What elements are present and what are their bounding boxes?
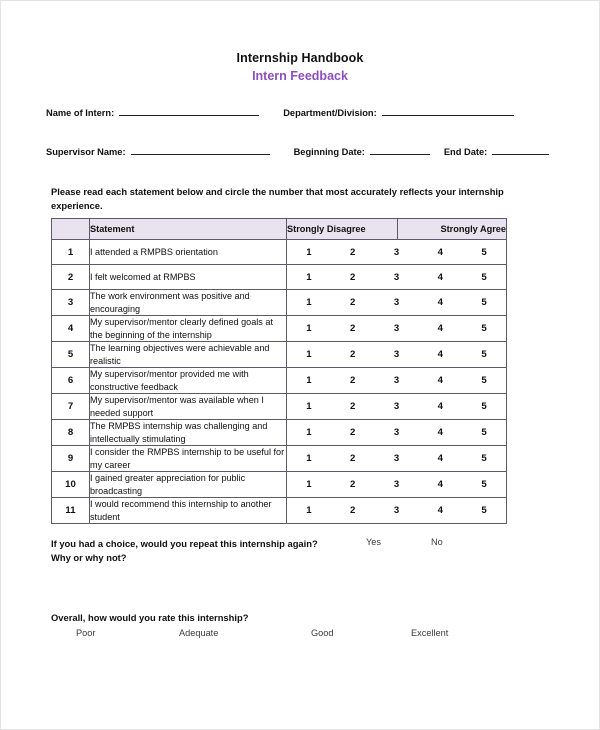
table-header-row <box>52 219 507 240</box>
repeat-option-no[interactable]: No <box>431 537 443 547</box>
form-row-identity <box>46 108 561 118</box>
column-header-strongly-agree: Strongly Agree <box>398 219 507 240</box>
row-statement: The work environment was positive and encouraging <box>90 290 287 316</box>
rating-option-3[interactable]: 3 <box>393 323 400 334</box>
rating-option-4[interactable]: 4 <box>437 349 443 360</box>
page-title: Internship Handbook <box>236 51 364 65</box>
supervisor-name-label: Supervisor Name: <box>46 147 126 157</box>
name-of-intern-input[interactable] <box>119 115 259 116</box>
rating-option-3[interactable]: 3 <box>393 427 400 438</box>
rating-option-1[interactable]: 1 <box>306 349 312 360</box>
rating-option-1[interactable]: 1 <box>306 271 312 283</box>
rating-option-5[interactable]: 5 <box>481 297 487 308</box>
table-row <box>52 240 507 265</box>
rating-option-4[interactable]: 4 <box>437 479 443 490</box>
rating-option-1[interactable]: 1 <box>306 297 312 308</box>
row-number: 6 <box>52 368 90 394</box>
supervisor-name-input[interactable] <box>131 154 270 155</box>
table-row <box>52 472 507 498</box>
table-row <box>52 265 507 290</box>
document-header <box>1 1 599 86</box>
rating-option-2[interactable]: 2 <box>350 453 356 464</box>
rating-option-2[interactable]: 2 <box>350 375 356 386</box>
rating-option-5[interactable]: 5 <box>481 271 487 283</box>
rating-option-3[interactable]: 3 <box>393 401 400 412</box>
overall-option-excellent[interactable]: Excellent <box>411 628 449 638</box>
row-statement: My supervisor/mentor was available when I needed support <box>90 394 287 420</box>
table-row <box>52 290 507 316</box>
row-rating-scale <box>287 446 507 472</box>
form-field-group <box>1 108 599 157</box>
row-number: 3 <box>52 290 90 316</box>
rating-option-3[interactable]: 3 <box>393 297 400 308</box>
rating-option-5[interactable]: 5 <box>481 505 487 516</box>
rating-option-3[interactable]: 3 <box>393 479 400 490</box>
rating-option-2[interactable]: 2 <box>350 427 356 438</box>
row-statement: The RMPBS internship was challenging and intellectually stimulating <box>90 420 287 446</box>
rating-option-2[interactable]: 2 <box>350 297 356 308</box>
rating-option-3[interactable]: 3 <box>393 246 400 258</box>
rating-option-4[interactable]: 4 <box>437 271 443 283</box>
rating-option-4[interactable]: 4 <box>437 297 443 308</box>
row-number: 11 <box>52 498 90 524</box>
row-rating-scale <box>287 368 507 394</box>
rating-option-1[interactable]: 1 <box>306 323 312 334</box>
rating-option-1[interactable]: 1 <box>306 453 312 464</box>
instruction-text: Please read each statement below and circle the number that most accurately reflects your internship experience. <box>51 186 504 211</box>
rating-option-2[interactable]: 2 <box>350 479 356 490</box>
rating-option-3[interactable]: 3 <box>393 505 400 516</box>
survey-table-body <box>52 240 507 524</box>
rating-option-5[interactable]: 5 <box>481 427 487 438</box>
row-rating-scale <box>287 316 507 342</box>
rating-option-1[interactable]: 1 <box>306 505 312 516</box>
rating-option-1[interactable]: 1 <box>306 246 312 258</box>
row-rating-scale <box>287 265 507 290</box>
rating-option-4[interactable]: 4 <box>437 323 443 334</box>
row-rating-scale <box>287 342 507 368</box>
row-number: 9 <box>52 446 90 472</box>
beginning-date-label: Beginning Date: <box>293 147 365 157</box>
rating-option-3[interactable]: 3 <box>393 453 400 464</box>
end-date-input[interactable] <box>492 154 549 155</box>
column-header-statement: Statement <box>90 219 287 240</box>
department-division-input[interactable] <box>382 115 514 116</box>
rating-option-2[interactable]: 2 <box>350 271 356 283</box>
overall-question-text: Overall, how would you rate this internship? <box>51 612 249 623</box>
row-rating-scale <box>287 472 507 498</box>
rating-option-2[interactable]: 2 <box>350 401 356 412</box>
overall-rating-options <box>51 628 599 644</box>
rating-option-3[interactable]: 3 <box>393 271 400 283</box>
row-number: 1 <box>52 240 90 265</box>
row-number: 4 <box>52 316 90 342</box>
rating-option-1[interactable]: 1 <box>306 427 312 438</box>
row-rating-scale <box>287 290 507 316</box>
beginning-date-input[interactable] <box>370 154 430 155</box>
column-header-strongly-disagree: Strongly Disagree <box>287 219 398 240</box>
rating-option-5[interactable]: 5 <box>481 349 487 360</box>
rating-option-4[interactable]: 4 <box>437 401 443 412</box>
table-row <box>52 368 507 394</box>
rating-option-4[interactable]: 4 <box>437 453 443 464</box>
rating-option-2[interactable]: 2 <box>350 246 356 258</box>
rating-option-5[interactable]: 5 <box>481 401 487 412</box>
row-statement: My supervisor/mentor provided me with constructive feedback <box>90 368 287 394</box>
row-number: 7 <box>52 394 90 420</box>
rating-option-1[interactable]: 1 <box>306 479 312 490</box>
repeat-internship-question <box>1 537 599 565</box>
rating-option-2[interactable]: 2 <box>350 505 356 516</box>
row-number: 10 <box>52 472 90 498</box>
row-rating-scale <box>287 420 507 446</box>
row-statement: I consider the RMPBS internship to be useful for my career <box>90 446 287 472</box>
row-number: 5 <box>52 342 90 368</box>
rating-option-4[interactable]: 4 <box>437 375 443 386</box>
survey-table-container <box>1 218 599 524</box>
row-statement: I would recommend this internship to another student <box>90 498 287 524</box>
table-row <box>52 446 507 472</box>
table-row <box>52 342 507 368</box>
department-division-label: Department/Division: <box>283 108 377 118</box>
table-row <box>52 420 507 446</box>
row-statement: I felt welcomed at RMPBS <box>90 265 287 290</box>
overall-rating-question <box>1 611 599 644</box>
rating-option-2[interactable]: 2 <box>350 323 356 334</box>
name-of-intern-label: Name of Intern: <box>46 108 115 118</box>
end-date-label: End Date: <box>443 147 488 157</box>
rating-option-4[interactable]: 4 <box>437 427 443 438</box>
row-statement: I gained greater appreciation for public broadcasting <box>90 472 287 498</box>
table-row <box>52 394 507 420</box>
row-rating-scale <box>287 240 507 265</box>
overall-option-poor[interactable]: Poor <box>76 628 96 638</box>
rating-option-1[interactable]: 1 <box>306 375 312 386</box>
rating-option-4[interactable]: 4 <box>437 505 443 516</box>
rating-option-2[interactable]: 2 <box>350 349 356 360</box>
row-statement: The learning objectives were achievable and realistic <box>90 342 287 368</box>
rating-option-4[interactable]: 4 <box>437 246 443 258</box>
table-row <box>52 316 507 342</box>
repeat-question-line2: Why or why not? <box>51 552 127 563</box>
row-statement: I attended a RMPBS orientation <box>90 240 287 265</box>
rating-option-5[interactable]: 5 <box>481 453 487 464</box>
row-number: 8 <box>52 420 90 446</box>
row-statement: My supervisor/mentor clearly defined goals at the beginning of the internship <box>90 316 287 342</box>
row-rating-scale <box>287 498 507 524</box>
rating-option-5[interactable]: 5 <box>481 323 487 334</box>
rating-option-5[interactable]: 5 <box>481 375 487 386</box>
rating-option-1[interactable]: 1 <box>306 401 312 412</box>
survey-table <box>51 218 507 524</box>
page-subtitle: Intern Feedback <box>252 69 348 83</box>
table-row <box>52 498 507 524</box>
repeat-question-line1: If you had a choice, would you repeat this internship again? <box>51 538 318 549</box>
rating-option-5[interactable]: 5 <box>481 246 487 258</box>
column-header-number <box>52 219 90 240</box>
rating-option-3[interactable]: 3 <box>393 349 400 360</box>
repeat-option-yes[interactable]: Yes <box>366 537 381 547</box>
row-number: 2 <box>52 265 90 290</box>
row-rating-scale <box>287 394 507 420</box>
rating-option-3[interactable]: 3 <box>393 375 400 386</box>
form-row-supervisor <box>46 147 561 157</box>
rating-option-5[interactable]: 5 <box>481 479 487 490</box>
survey-table-head <box>52 219 507 240</box>
overall-option-good[interactable]: Good <box>311 628 334 638</box>
overall-option-adequate[interactable]: Adequate <box>179 628 219 638</box>
